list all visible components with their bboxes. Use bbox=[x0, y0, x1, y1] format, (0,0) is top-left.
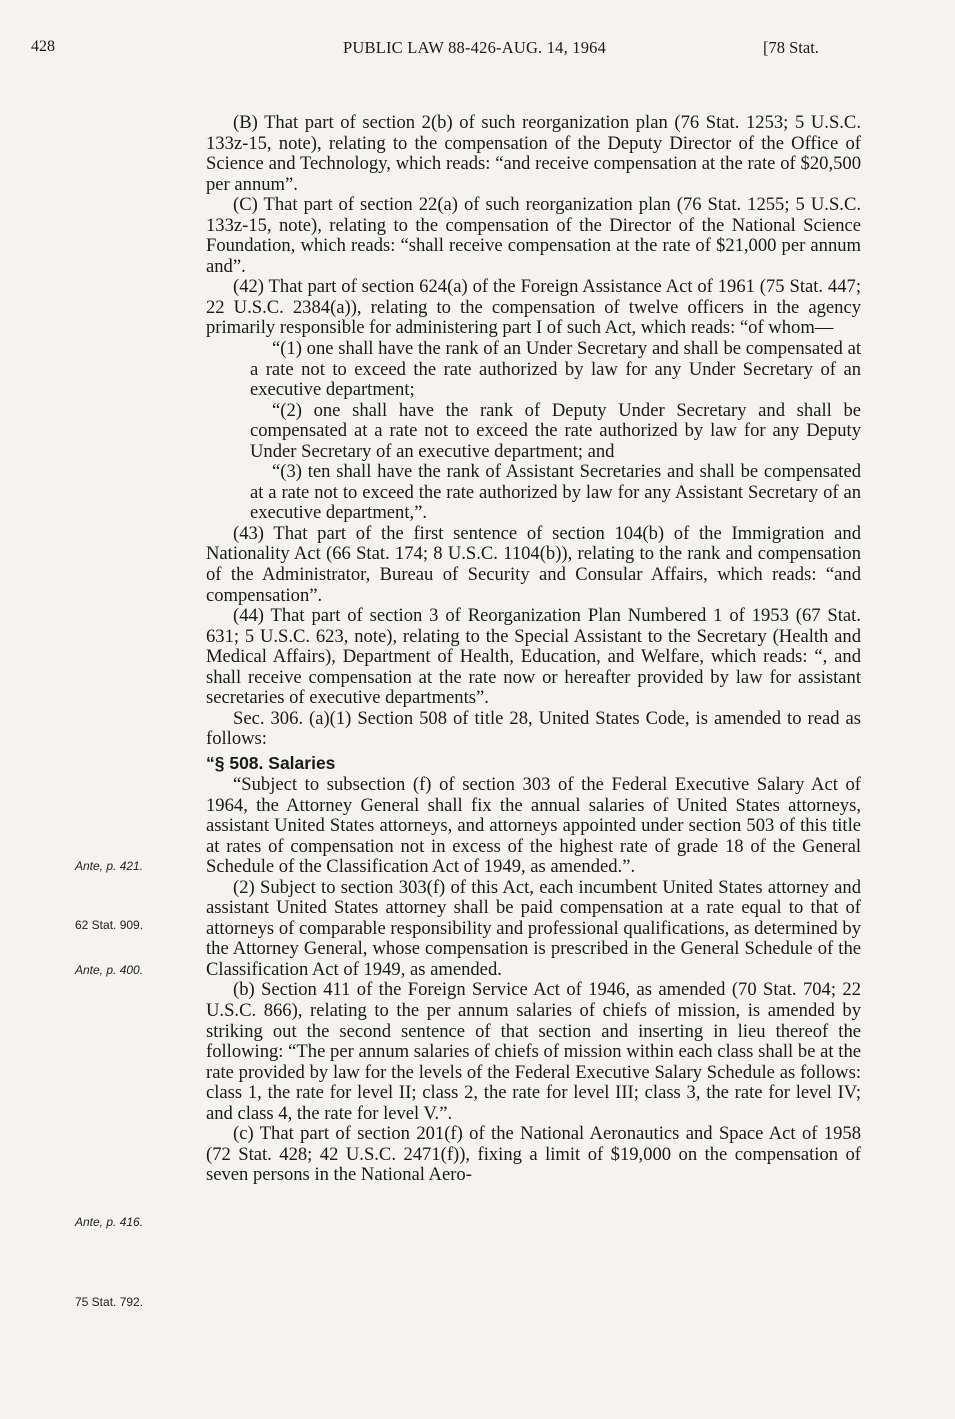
paragraph-a2: (2) Subject to section 303(f) of this Act, each incumbent United States attorney and assistant United States attorney shall be paid compensation at a rate equal to that of attorneys of comparable responsibility and professional qualifications, as determined by the Attorney General, whose compensation is prescribed in the General Schedule of the Classification Act of 1949, as amended. bbox=[206, 876, 861, 980]
paragraph-42: (42) That part of section 624(a) of the Foreign Assistance Act of 1961 (75 Stat. 447; 22 U.S.C. 2384(a)), relating to the compensation of twelve officers in the agency primarily responsible for administering part I of such Act, which reads: “of whom— bbox=[206, 276, 861, 339]
section-508-text: “Subject to subsection (f) of section 303 of the Federal Executive Salary Act of 1964, the Attorney General shall fix the annual salaries of United States attorneys, assistant United States attorneys, and attorneys appointed under section 503 of this title at rates of compensation not in excess of the highest rate of grade 18 of the General Schedule of the Classification Act of 1949, as amended.”. bbox=[206, 773, 861, 878]
margin-note: Ante, p. 416. bbox=[75, 1215, 144, 1229]
statute-text bbox=[206, 113, 861, 1186]
margin-note: Ante, p. 400. bbox=[75, 963, 144, 977]
margin-note: 62 Stat. 909. bbox=[75, 918, 144, 932]
paragraph-c: (c) That part of section 201(f) of the National Aeronautics and Space Act of 1958 (72 Stat. 428; 42 U.S.C. 2471(f)), fixing a limit of $19,000 on the compensation of seven persons in the National Aero- bbox=[206, 1123, 861, 1186]
paragraph-b: (b) Section 411 of the Foreign Service Act of 1946, as amended (70 Stat. 704; 22 U.S.C. 866), relating to the per annum salaries of chiefs of mission, is amended by striking out the second sentence of that section and inserting in lieu thereof the following: “The per annum salaries of chiefs of mission within each class shall be at the rate provided by law for the levels of the Federal Executive Salary Schedule as follows: class 1, the rate for level II; class 2, the rate for level III; class 3, the rate for level IV; and class 4, the rate for level V.”. bbox=[206, 979, 861, 1124]
running-title: PUBLIC LAW 88-426-AUG. 14, 1964 bbox=[343, 38, 607, 57]
subparagraph-3: “(3) ten shall have the rank of Assistant Secretaries and shall be compensated at a rate not to exceed the rate authorized by law for any Assistant Secretary of an executive department,”. bbox=[250, 461, 861, 524]
margin-note: Ante, p. 421. bbox=[75, 859, 144, 873]
section-306-intro: Sec. 306. (a)(1) Section 508 of title 28, United States Code, is amended to read as follows: bbox=[206, 707, 861, 750]
margin-note: 75 Stat. 792. bbox=[75, 1295, 144, 1309]
page-number: 428 bbox=[31, 38, 55, 55]
subparagraph-2: “(2) one shall have the rank of Deputy Under Secretary and shall be compensated at a rate not to exceed the rate authorized by law for any Deputy Under Secretary of an executive department; and bbox=[250, 399, 861, 462]
paragraph-C: (C) That part of section 22(a) of such reorganization plan (76 Stat. 1255; 5 U.S.C. 133z-15, note), relating to the compensation of the Director of the National Science Foundation, which reads: “shall receive compensation at the rate of $21,000 per annum and”. bbox=[206, 194, 861, 277]
paragraph-44: (44) That part of section 3 of Reorganization Plan Numbered 1 of 1953 (67 Stat. 631; 5 U.S.C. 623, note), relating to the Special Assistant to the Secretary (Health and Medical Affairs), Department of Health, Education, and Welfare, which reads: “, and shall receive compensation at the rate now or hereafter provided by law for assistant secretaries of executive departments”. bbox=[206, 605, 861, 709]
paragraph-B: (B) That part of section 2(b) of such reorganization plan (76 Stat. 1253; 5 U.S.C. 133z-15, note), relating to the compensation of the Deputy Director of the Office of Science and Technology, which reads: “and receive compensation at the rate of $20,500 per annum”. bbox=[206, 112, 861, 195]
stat-reference: [78 Stat. bbox=[763, 38, 819, 57]
section-508-heading: “§ 508. Salaries bbox=[206, 752, 336, 773]
subparagraph-1: “(1) one shall have the rank of an Under Secretary and shall be compensated at a rate not to exceed the rate authorized by law for any Under Secretary of an executive department; bbox=[250, 338, 861, 401]
paragraph-43: (43) That part of the first sentence of section 104(b) of the Immigration and Nationality Act (66 Stat. 174; 8 U.S.C. 1104(b)), relating to the rank and compensation of the Administrator, Bureau of Security and Consular Affairs, which reads: “and compensation”. bbox=[206, 522, 861, 606]
page-header bbox=[0, 38, 955, 68]
